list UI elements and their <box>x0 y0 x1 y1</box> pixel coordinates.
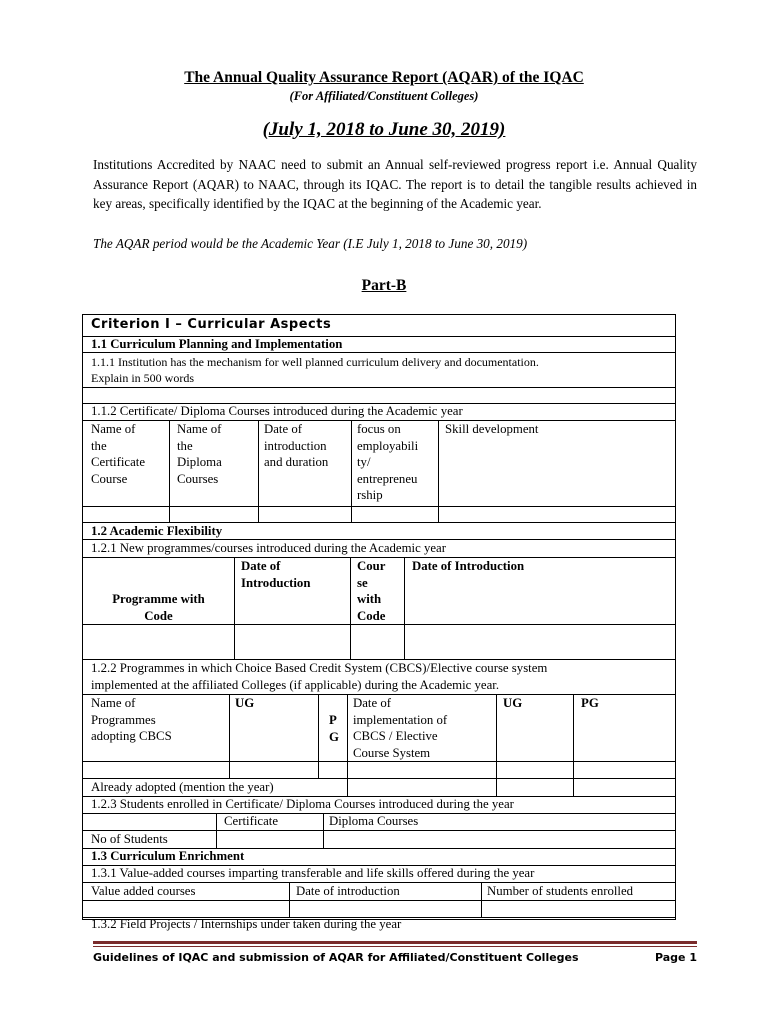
footer-rule-thin <box>93 946 697 947</box>
col-cbcs-pg: P G <box>329 713 339 744</box>
document-title: The Annual Quality Assurance Report (AQAR) of the IQAC <box>184 69 584 86</box>
col-programme-code: Programme with Code <box>112 592 205 623</box>
part-label: Part-B <box>361 277 407 294</box>
question-1-1-1-line1: 1.1.1 Institution has the mechanism for well planned curriculum delivery and documentation. <box>91 355 539 369</box>
section-1-3-heading: 1.3 Curriculum Enrichment <box>91 849 245 863</box>
col-course-code: Cour se with Code <box>357 559 386 623</box>
col-cbcs-ug: UG <box>235 696 255 710</box>
footer-rule-thick <box>93 941 697 944</box>
col-course-date-introduction: Date of Introduction <box>412 559 525 573</box>
col-certificate-name: Name of the Certificate Course <box>91 422 145 486</box>
section-1-2-heading: 1.2 Academic Flexibility <box>91 524 223 538</box>
question-1-1-2: 1.1.2 Certificate/ Diploma Courses introduced during the Academic year <box>91 404 463 418</box>
criterion-table <box>82 314 676 931</box>
page-number: Page 1 <box>654 951 697 964</box>
col-diploma-name: Name of the Diploma Courses <box>177 422 222 486</box>
intro-italic-note: The AQAR period would be the Academic Year (I.E July 1, 2018 to June 30, 2019) <box>93 236 528 251</box>
document-subtitle: (For Affiliated/Constituent Colleges) <box>289 89 479 103</box>
report-period: (July 1, 2018 to June 30, 2019) <box>262 119 506 140</box>
question-1-2-1: 1.2.1 New programmes/courses introduced during the Academic year <box>91 541 447 555</box>
row-no-of-students: No of Students <box>91 832 168 846</box>
col-skill-development: Skill development <box>445 422 539 436</box>
col-introduction-duration: Date of introduction and duration <box>264 422 329 469</box>
question-1-2-2-line2: implemented at the affiliated Colleges (if applicable) during the Academic year. <box>91 678 500 692</box>
criterion-title: Criterion I – Curricular Aspects <box>91 317 332 332</box>
question-1-2-3: 1.2.3 Students enrolled in Certificate/ Diploma Courses introduced during the year <box>91 797 514 811</box>
section-1-1-heading: 1.1 Curriculum Planning and Implementation <box>91 337 343 351</box>
intro-paragraph: Institutions Accredited by NAAC need to submit an Annual self-reviewed progress report i.e. Annual Quality Assurance Report (AQAR) to NAAC, through its IQAC. The report is to detail the tangible results achieved in key areas, specifically identified by the IQAC at the beginning of the Academic year. <box>93 157 697 211</box>
col-implementation-ug: UG <box>503 696 523 710</box>
col-employability-focus: focus on employabili ty/ entrepreneu rship <box>357 422 419 502</box>
col-enrol-diploma: Diploma Courses <box>329 814 419 828</box>
question-1-2-2-line1: 1.2.2 Programmes in which Choice Based Credit System (CBCS)/Elective course system <box>91 661 548 675</box>
footer-text: Guidelines of IQAC and submission of AQAR for Affiliated/Constituent Colleges <box>93 951 579 964</box>
col-value-added-courses: Value added courses <box>91 884 196 898</box>
col-cbcs-implementation-date: Date of implementation of CBCS / Elective Course System <box>353 696 448 760</box>
col-implementation-pg: PG <box>581 696 599 710</box>
page-footer <box>93 951 697 964</box>
question-1-1-1-line2: Explain in 500 words <box>91 371 194 385</box>
col-enrol-certificate: Certificate <box>224 814 278 828</box>
col-date-introduction: Date of Introduction <box>241 559 311 590</box>
question-1-3-1: 1.3.1 Value-added courses imparting transferable and life skills offered during the year <box>91 866 535 880</box>
col-value-added-date: Date of introduction <box>296 884 400 898</box>
col-students-enrolled: Number of students enrolled <box>487 884 634 898</box>
already-adopted-label: Already adopted (mention the year) <box>91 780 274 794</box>
question-1-3-2: 1.3.2 Field Projects / Internships under taken during the year <box>91 917 402 931</box>
col-cbcs-programmes: Name of Programmes adopting CBCS <box>91 696 172 743</box>
